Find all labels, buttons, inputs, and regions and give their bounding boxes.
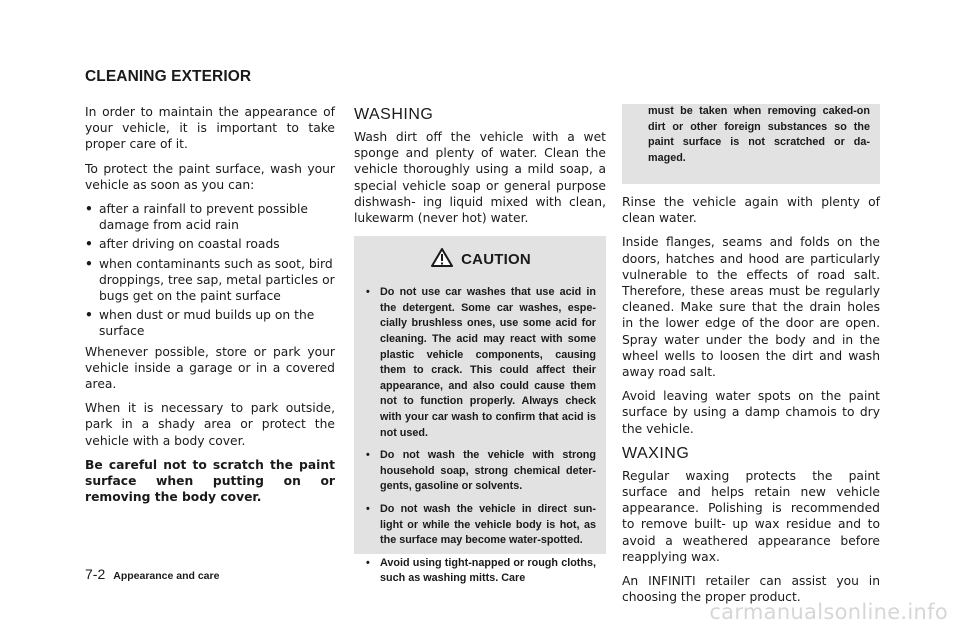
- watermark: carmanualsonline.info: [709, 600, 948, 624]
- body-cover-note: Be careful not to scratch the paint surface when putting on or removing the body cover.: [85, 457, 335, 505]
- caution-header: [366, 248, 596, 271]
- caution-continuation: must be taken when removing caked-on dirt or other foreign substances so the paint surface is not scratched or da- maged.: [622, 104, 880, 184]
- washing-body: Wash dirt off the vehicle with a wet sponge and plenty of water. Clean the vehicle thoroughly using a mild soap, a special vehicle soap or general purpose dishwash- ing liquid mixed with clean, lukewarm (never hot) water.: [354, 130, 606, 226]
- caution-list: [366, 285, 596, 587]
- caution-label: CAUTION: [461, 251, 531, 269]
- page-number: 7-2: [85, 566, 106, 582]
- waxing-title: WAXING: [622, 444, 690, 462]
- waxing-paragraph: Regular waxing protects the paint surface and helps retain new vehicle appearance. Polishing is recommended to remove built- up wax residue and to avoid a weathered appearance before reapplying wax.: [622, 468, 880, 564]
- washing-title: WASHING: [354, 106, 434, 123]
- intro-paragraph: In order to maintain the appearance of your vehicle, it is important to take proper care of it.: [85, 105, 335, 152]
- section-name: Appearance and care: [113, 570, 220, 582]
- wash-conditions-list: [85, 201, 335, 340]
- list-item: • after driving on coastal roads: [85, 236, 335, 252]
- caution-item: • Do not wash the vehicle in direct sun- light or while the vehicle body is hot, as the surface may become water-spotted.: [366, 502, 596, 549]
- column-washing: [354, 106, 606, 585]
- column-intro: [85, 104, 335, 513]
- list-item: • when dust or mud builds up on the surface: [85, 307, 335, 339]
- list-item: • when contaminants such as soot, bird droppings, tree sap, metal particles or bugs get on the paint surface: [85, 256, 335, 305]
- column-continued: [622, 104, 880, 613]
- caution-item: • Do not use car washes that use acid in the detergent. Some car washes, espe- cially brushless ones, use some acid for cleaning. The acid may react with some plastic vehicle components, causing them to crack. This could affect their appearance, and also could cause them not to function properly. Always check with your car wash to confirm that acid is not used.: [366, 285, 596, 441]
- warning-triangle-icon: [431, 248, 453, 271]
- caution-box: [354, 236, 606, 585]
- intro-paragraph: To protect the paint surface, wash your vehicle as soon as you can:: [85, 161, 335, 192]
- list-item: • after a rainfall to prevent possible damage from acid rain: [85, 201, 335, 233]
- caution-item: • Do not wash the vehicle with strong household soap, strong chemical deter- gents, gasoline or solvents.: [366, 448, 596, 495]
- storage-paragraph: Whenever possible, store or park your vehicle inside a garage or in a covered area.: [85, 344, 335, 392]
- waxing-paragraph: An INFINITI retailer can assist you in choosing the proper product.: [622, 574, 880, 605]
- caution-item: • Avoid using tight-napped or rough cloths, such as washing mitts. Care: [366, 556, 596, 587]
- water-spots-paragraph: Avoid leaving water spots on the paint surface by using a damp chamois to dry the vehicle.: [622, 389, 880, 436]
- storage-paragraph: When it is necessary to park outside, park in a shady area or protect the vehicle with a body cover.: [85, 401, 335, 448]
- page-heading: CLEANING EXTERIOR: [85, 68, 252, 85]
- road-salt-paragraph: Inside flanges, seams and folds on the doors, hatches and hood are particularly vulnerable to the effects of road salt. Therefore, these areas must be regularly cleaned. Make sure that the drain holes in the lower edge of the door are open. Spray water under the body and in the wheel wells to loosen the dirt and wash away road salt.: [622, 235, 880, 380]
- rinse-paragraph: Rinse the vehicle again with plenty of clean water.: [622, 195, 880, 226]
- page-footer: [85, 566, 219, 582]
